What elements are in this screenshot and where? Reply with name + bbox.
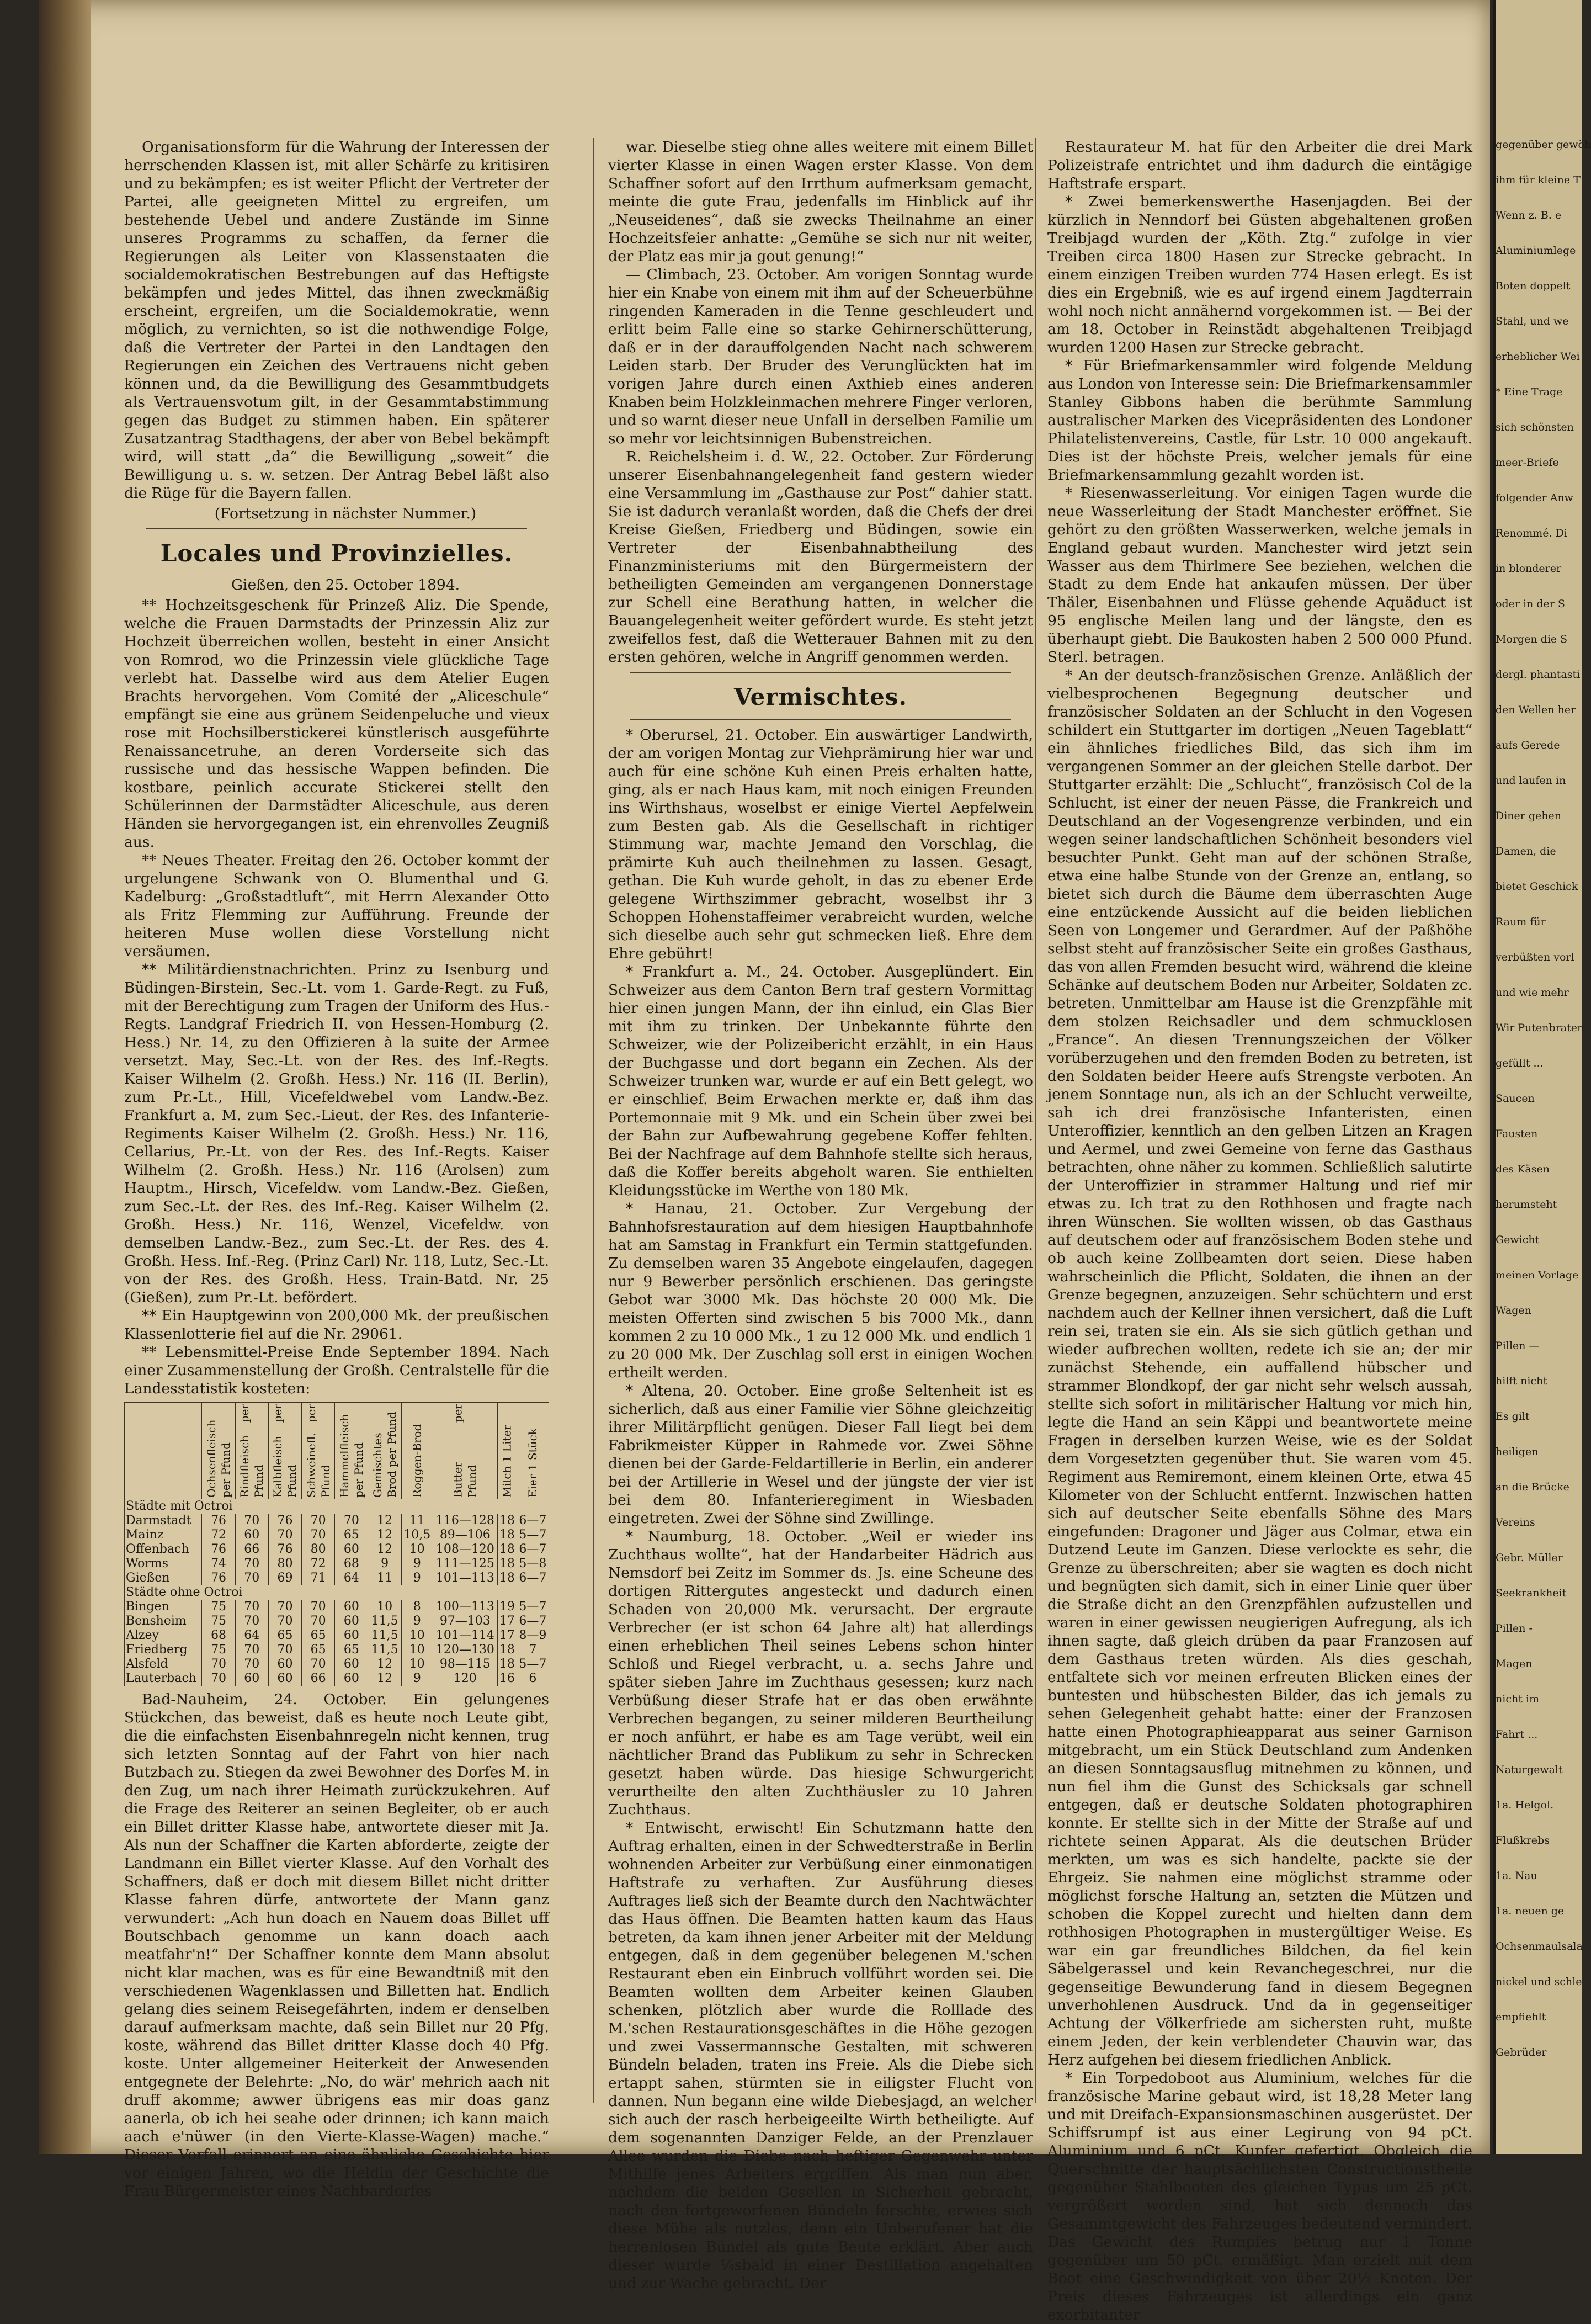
edge-fragment-line: an die Brücke	[1496, 1481, 1569, 1493]
edge-fragment-line: herumsteht	[1496, 1198, 1557, 1211]
table-value-cell: 70	[235, 1514, 268, 1528]
news-item: — Climbach, 23. October. Am vorigen Sonntag wurde hier ein Knabe von einem mit ihm auf der Scheuerbühne ringenden Kameraden in die Tenne geschleudert und erlitt beim Falle eine so starke Gehirnerschütterung, daß er in der darauffolgenden Nacht nach schwerem Leiden starb. Der Bruder des Verunglückten hat im vorigen Jahre durch einen Axthieb eines anderen Knaben beim Holzkleinmachen mehrere Finger verloren, und so warnt dieser neue Unfall in derselben Familie um so mehr vor leichtsinnigen Bubenstreichen.	[608, 266, 1033, 447]
news-item: ** Ein Hauptgewinn von 200,000 Mk. der preußischen Klassenlotterie fiel auf die Nr. 29061.	[124, 1307, 549, 1343]
table-value-cell: 11	[401, 1514, 433, 1528]
table-header: Rindfleisch per Pfund	[235, 1403, 268, 1499]
table-value-cell: 64	[235, 1628, 268, 1643]
table-value-cell: 60	[335, 1542, 368, 1557]
table-value-cell: 18	[497, 1557, 517, 1571]
table-city-cell: Friedberg	[125, 1643, 202, 1657]
table-value-cell: 72	[202, 1528, 235, 1542]
edge-fragment-line: den Wellen her	[1496, 704, 1576, 716]
edge-fragment-line: meer-Briefe	[1496, 457, 1559, 469]
news-item: * Hanau, 21. October. Zur Vergebung der Bahnhofsrestauration auf dem hiesigen Hauptbahnhofe hat am Samstag in Frankfurt ein Termin stattgefunden. Zu demselben waren 35 Angebote eingelaufen, dagegen nur 9 Bewerber persönlich erschienen. Das geringste Gebot war 3000 Mk. Das höchste 20 000 Mk. Die meisten Offerten sind zwischen 5 bis 7000 Mk., dann kommen 2 zu 10 000 Mk., 1 zu 12 000 Mk. und endlich 1 zu 20 000 Mk. Der Zuschlag soll erst in einigen Wochen ertheilt werden.	[608, 1200, 1033, 1381]
section-heading-locales: Locales und Provinzielles.	[160, 540, 513, 567]
table-value-cell: 60	[335, 1657, 368, 1672]
table-header: Eier 1 Stück	[517, 1403, 549, 1499]
table-value-cell: 11	[368, 1571, 401, 1585]
edge-fragment-line: Naturgewalt	[1496, 1764, 1563, 1776]
news-item: R. Reichelsheim i. d. W., 22. October. Zur Förderung unserer Eisenbahnangelegenheit fand gestern wieder eine Versammlung im „Gasthause zur Post“ dahier statt. Sie ist dadurch veranlaßt worden, daß die Chefs der drei Kreise Gießen, Friedberg und Büdingen, sowie ein Vertreter der Eisenbahnabtheilung des Finanzministeriums mit den Bürgermeistern der betheiligten Gemeinden am vergangenen Donnerstage zur Schell eine Berathung hatten, in welcher die Bauangelegenheit weiter gefördert wurde. Es steht jetzt zweifellos fest, daß die Wetterauer Bahnen mit zu den ersten gehören, welche in Angriff genommen werden.	[608, 448, 1033, 666]
table-row	[125, 1643, 549, 1657]
table-value-cell: 19	[497, 1600, 517, 1614]
table-value-cell: 70	[302, 1614, 335, 1628]
table-value-cell: 75	[202, 1643, 235, 1657]
divider	[630, 719, 1011, 720]
edge-fragment-line: empfiehlt	[1496, 2011, 1546, 2023]
table-value-cell: 6	[517, 1672, 549, 1686]
table-row	[125, 1557, 549, 1571]
table-value-cell: 11,5	[368, 1643, 401, 1657]
edge-fragment-line: Vereins	[1496, 1516, 1535, 1529]
news-item: ** Lebensmittel-Preise Ende September 1894. Nach einer Zusammenstellung der Großh. Centralstelle für die Landesstatistik kosteten:	[124, 1344, 549, 1397]
edge-fragment-line: Wagen	[1496, 1304, 1531, 1317]
table-city-cell: Lauterbach	[125, 1672, 202, 1686]
table-city-cell: Bensheim	[125, 1614, 202, 1628]
edge-fragment-line: gegenüber gewöh	[1496, 139, 1591, 151]
section-heading-vermischtes: Vermischtes.	[733, 683, 908, 710]
table-value-cell: 18	[497, 1643, 517, 1657]
table-header: Butter per Pfund	[433, 1403, 497, 1499]
table-value-cell: 6—7	[517, 1542, 549, 1557]
divider	[630, 672, 1011, 673]
table-value-cell: 65	[335, 1528, 368, 1542]
table-value-cell: 12	[368, 1672, 401, 1686]
edge-fragment-line: Magen	[1496, 1658, 1533, 1670]
table-value-cell: 65	[302, 1643, 335, 1657]
table-value-cell: 5—8	[517, 1557, 549, 1571]
table-value-cell: 120—130	[433, 1643, 497, 1657]
table-value-cell: 60	[235, 1672, 268, 1686]
table-value-cell: 70	[268, 1614, 301, 1628]
table-value-cell: 6—7	[517, 1614, 549, 1628]
edge-fragment-line: Renommé. Di	[1496, 527, 1567, 539]
column-rule	[1035, 138, 1036, 2103]
news-item: ** Militärdienstnachrichten. Prinz zu Isenburg und Büdingen-Birstein, Sec.-Lt. vom 1. Garde-Regt. zu Fuß, mit der Berechtigung zum Tragen der Uniform des Hus.-Regts. Landgraf Friedrich II. von Hessen-Homburg (2. Hess.) Nr. 14, zu den Offizieren à la suite der Armee versetzt. May, Sec.-Lt. von der Res. des Inf.-Regts. Kaiser Wilhelm (2. Großh. Hess.) Nr. 116 (II. Berlin), zum Pr.-Lt., Hill, Vicefeldwebel vom Landw.-Bez. Frankfurt a. M. zum Sec.-Lieut. der Res. des Infanterie-Regiments Kaiser Wilhelm (2. Großh. Hess.) Nr. 116, Cellarius, Pr.-Lt. von der Res. des Inf.-Regts. Kaiser Wilhelm (2. Großh. Hess.) Nr. 116 (Arolsen) zum Hauptm., Hirsch, Vicefeldw. vom Landw.-Bez. Gießen, zum Sec.-Lt. der Res. des Inf.-Reg. Kaiser Wilhelm (2. Großh. Hess.) Nr. 116, Wenzel, Vicefeldw. von demselben Landw.-Bez., zum Sec.-Lt. der Res. des 4. Großh. Hess. Inf.-Reg. (Prinz Carl) Nr. 118, Lutz, Sec.-Lt. von der Res. des Großh. Hess. Train-Batd. Nr. 25 (Gießen), zum Pr.-Lt. befördert.	[124, 961, 549, 1306]
edge-fragment-line: Fausten	[1496, 1128, 1538, 1140]
edge-fragment-line: Stahl, und we	[1496, 315, 1569, 327]
table-row	[125, 1542, 549, 1557]
table-value-cell: 76	[268, 1514, 301, 1528]
table-city-cell: Offenbach	[125, 1542, 202, 1557]
table-value-cell: 60	[268, 1672, 301, 1686]
table-value-cell: 65	[302, 1628, 335, 1643]
edge-fragment-line: nicht im	[1496, 1693, 1539, 1705]
table-value-cell: 12	[368, 1528, 401, 1542]
news-item: * Altena, 20. October. Eine große Seltenheit ist es sicherlich, daß aus einer Familie vier Söhne gleichzeitig ihrer Militärpflicht genügen. Dieser Fall liegt bei dem Fabrikmeister Küpper in Rahmede vor. Zwei Söhne dienen bei der Garde-Feldartillerie in Berlin, ein anderer bei der Artillerie in Wesel und der jüngste der vier ist bei dem 80. Infanterieregiment in Wiesbaden eingetreten. Zwei der Söhne sind Zwillinge.	[608, 1382, 1033, 1527]
table-value-cell: 18	[497, 1528, 517, 1542]
table-city-cell: Alzey	[125, 1628, 202, 1643]
table-value-cell: 64	[335, 1571, 368, 1585]
table-value-cell: 60	[335, 1672, 368, 1686]
news-item: ** Hochzeitsgeschenk für Prinzeß Aliz. Die Spende, welche die Frauen Darmstadts der Prinzessin Aliz zur Hochzeit überreichen wollen, besteht in einer Ansicht von Romrod, wo die Prinzessin viele glückliche Tage verlebt hat. Dasselbe wird aus dem Atelier Eugen Brachts hervorgehen. Vom Comité der „Aliceschule“ empfängt sie eine aus grünem Seidenpeluche und vieux rose mit Hochsilberstickerei künstlerisch ausgeführte Renaissancetruhe, an deren Vorderseite sich das russische und das hessische Wappen befinden. Die kostbare, peinlich accurate Stickerei stellt den Schülerinnen der Darmstädter Aliceschule, aus deren Händen sie hervorgegangen ist, ein ehrenvolles Zeugniß aus.	[124, 597, 549, 851]
table-value-cell: 69	[268, 1571, 301, 1585]
table-header: Ochsenfleisch per Pfund	[202, 1403, 235, 1499]
table-corner	[125, 1403, 202, 1499]
dateline: Gießen, den 25. October 1894.	[231, 576, 460, 593]
table-value-cell: 17	[497, 1628, 517, 1643]
edge-fragment-line: nickel und schle	[1496, 1976, 1582, 1988]
table-value-cell: 76	[268, 1542, 301, 1557]
continuation-note: (Fortsetzung in nächster Nummer.)	[214, 505, 477, 522]
table-value-cell: 60	[235, 1528, 268, 1542]
table-value-cell: 68	[335, 1557, 368, 1571]
edge-fragment-line: und wie mehr	[1496, 986, 1569, 999]
table-value-cell: 70	[268, 1600, 301, 1614]
table-value-cell: 6—7	[517, 1514, 549, 1528]
table-value-cell: 18	[497, 1542, 517, 1557]
table-city-cell: Gießen	[125, 1571, 202, 1585]
table-value-cell: 70	[302, 1657, 335, 1672]
table-value-cell: 70	[268, 1643, 301, 1657]
table-value-cell: 75	[202, 1614, 235, 1628]
table-header: Milch 1 Liter	[497, 1403, 517, 1499]
table-value-cell: 8—9	[517, 1628, 549, 1643]
edge-fragment-line: heiligen	[1496, 1446, 1539, 1458]
table-row	[125, 1657, 549, 1672]
table-value-cell: 12	[368, 1657, 401, 1672]
table-value-cell: 70	[302, 1600, 335, 1614]
table-value-cell: 18	[497, 1657, 517, 1672]
table-value-cell: 70	[335, 1514, 368, 1528]
news-item: * Ein Torpedoboot aus Aluminium, welches für die französische Marine gebaut wird, ist 18,28 Meter lang und mit Dreifach-Expansionsmaschinen ausgerüstet. Der Schiffsrumpf ist aus einer Legirung von 94 pCt. Aluminium und 6 pCt. Kupfer gefertigt. Obgleich die Querschnitte der hauptsächlichsten Constructionstheile gegenüber Stahlbooten des gleichen Typus um 25 pCt. vergrößert worden sind, hat sich dennoch das Gesammtgewicht des Fahrzeuges bedeutend vermindert. Das Gewicht des Rumpfes betrug nur 1 Tonne gegenüber um 50 pCt. ermäßigt. Man erzielt mit dem Boot eine Geschwindigkeit von über 20½ Knoten. Der Preis dieses Fahrzeuges ist allerdings ein ganz exorbitanter	[1047, 2070, 1472, 2323]
table-row	[125, 1628, 549, 1643]
table-value-cell: 68	[202, 1628, 235, 1643]
table-value-cell: 10	[401, 1657, 433, 1672]
table-header: Roggen-Brod	[401, 1403, 433, 1499]
table-value-cell: 70	[302, 1528, 335, 1542]
edge-fragment-line: hilft nicht	[1496, 1375, 1547, 1387]
edge-fragment-line: Seekrankheit	[1496, 1587, 1567, 1599]
edge-fragment-line: bietet Geschick	[1496, 880, 1578, 893]
column-1	[124, 138, 549, 2200]
edge-fragment-line: ihm für kleine T	[1496, 174, 1581, 186]
edge-fragment-line: erheblicher Wei	[1496, 351, 1580, 363]
table-value-cell: 98—115	[433, 1657, 497, 1672]
edge-fragment-line: Pillen —	[1496, 1340, 1540, 1352]
table-value-cell: 101—114	[433, 1628, 497, 1643]
table-value-cell: 10	[401, 1628, 433, 1643]
table-value-cell: 70	[202, 1657, 235, 1672]
table-value-cell: 60	[335, 1614, 368, 1628]
article-text: war. Dieselbe stieg ohne alles weitere mit einem Billet vierter Klasse in einen Wagen erster Klasse. Von dem Schaffner sofort auf den Irrthum aufmerksam gemacht, meinte die gute Frau, jedenfalls im Hinblick auf ihr „Neuseidenes“, daß sie zwecks Theilnahme an einer Hochzeitsfeier anhatte: „Gemühe se sich nur nit weiter, der Platz eas mir ja gout genung!“	[608, 139, 1033, 265]
table-value-cell: 89—106	[433, 1528, 497, 1542]
table-row	[125, 1528, 549, 1542]
table-value-cell: 70	[202, 1672, 235, 1686]
edge-fragment-line: Gebrüder	[1496, 2046, 1547, 2058]
edge-fragment-line: Pillen -	[1496, 1622, 1533, 1635]
table-value-cell: 108—120	[433, 1542, 497, 1557]
news-item: * Zwei bemerkenswerthe Hasenjagden. Bei der kürzlich in Nenndorf bei Güsten abgehaltenen großen Treibjagd wurden der „Köth. Ztg.“ zufolge in vier Treiben circa 1800 Hasen zur Strecke gebracht. In einem einzigen Treiben wurden 774 Hasen erlegt. Es ist dies ein Ergebniß, wie es auf irgend einem Jagdterrain wohl noch nicht annähernd vorgekommen ist. — Bei der am 18. October in Reinstädt abgehaltenen Treibjagd wurden 1200 Hasen zur Strecke gebracht.	[1047, 193, 1472, 356]
news-item: * An der deutsch-französischen Grenze. Anläßlich der vielbesprochenen Begegnung deutscher und französischer Soldaten an der Schlucht in den Vogesen schildert ein Stuttgarter im dortigen „Neuen Tageblatt“ ein ähnliches friedliches Bild, das sich ihm im vergangenen Sommer an der gleichen Stelle darbot. Der Stuttgarter erzählt: Die „Schlucht“, französisch Col de la Schlucht, ist einer der neuen Pässe, die Frankreich und Deutschland an der Vogesengrenze verbinden, und ein wegen seiner landschaftlichen Schönheit besonders viel besuchter Punkt. Geht man auf der schönen Straße, etwa eine halbe Stunde von der Grenze an, entlang, so bietet sich durch die Bäume dem überraschten Auge eine entzückende Aussicht auf die beiden lieblichen Seen von Longemer und Gerardmer. Auf der Paßhöhe selbst steht auf französischer Seite ein großes Gasthaus, das von allen Fremden besucht wird, während die kleine Schänke auf deutschem Boden nur Arbeiter, Soldaten zc. betreten. Unmittelbar am Hause ist die Grenzpfähle mit dem stolzen Reichsadler und dem schmucklosen „France“. An diesen Trennungszeichen der Völker vorüberzugehen und den fremden Boden zu betreten, ist den Soldaten beider Heere aufs Strengste verboten. An jenem Sonntage nun, als ich an der Schlucht verweilte, sah ich drei französische Infanteristen, einen Unteroffizier, kenntlich an den gelben Litzen an Kragen und Aermel, und zwei Gemeine von ferne das Gasthaus betrachten, ohne näher zu kommen. Schließlich salutirte der Unteroffizier in strammer Haltung und rief mir etwas zu. Ich trat zu den Rothhosen und fragte nach ihren Wünschen. Sie wollten wissen, ob das Gasthaus auf deutschem oder auf französischem Boden stehe und ob auch keine Zollbeamten dort seien. Diese haben wahrscheinlich die Pflicht, Soldaten, die ihnen an der Grenze begegnen, anzuzeigen. Sehr schüchtern und erst nachdem auch der Kellner ihnen versichert, daß die Luft rein sei, traten sie ein. Als sie sich gütlich gethan und wieder aufbrechen wollten, redete ich sie an; der mir zunächst Stehende, ein auffallend hübscher und strammer Blondkopf, der gar nicht sehr welsch aussah, stellte sich sofort in militärischer Haltung vor mich hin, legte die Hand an sein Käppi und beantwortete meine Fragen in derselben kurzen Weise, wie es der Soldat dem Vorgesetzten gegenüber thut. Sie waren vom 45. Regiment aus Remiremont, einem kleinen Orte, etwa 45 Kilometer von der Schlucht entfernt. Inzwischen hatten sich auf deutscher Seite ebenfalls Söhne des Mars eingefunden: Dragoner und Jäger aus Colmar, etwa ein Dutzend Leute im Ganzen. Diese verlockte es sehr, die Grenze zu überschreiten; aber sie wagten es doch nicht und begnügten sich damit, sich in einer Linie quer über die Straße dicht an den Grenzpfählen aufzustellen und waren in einer gewissen neugierigen Aufregung, als ich ihnen sagte, daß gleich drüben da paar Franzosen auf dem Gasthaus treten würden. Als dies geschah, entfaltete sich vor meinen erfreuten Blicken eines der buntesten und hübschesten Bilder, das ich jemals zu sehen Gelegenheit gehabt hatte: einer der Franzosen hatte einen Photographieapparat aus seiner Garnison mitgebracht, um ein Stück Deutschland zum Andenken an diesen Sonntagsausflug mitnehmen zu können, und nun fiel ihm die Gunst des Schicksals gar schnell entgegen, daß er deutsche Soldaten photographiren konnte. Er stellte sich in der Mitte der Straße auf und richtete seinen Apparat. Als die deutschen Brüder merkten, um was es sich handelte, packte sie der Ehrgeiz. Sie nahmen eine möglichst stramme oder möglichst forsche Haltung an, setzten die Mützen und schoben die Koppel zurecht und hielten dann dem rothhosigen Photographen in mustergültiger Weise. Es war ein gar freundliches Bildchen, da fiel kein Säbelgerassel und kein Revanchegeschrei, nur die gegenseitige Bewunderung fand in diesem Begegnen unverhohlenen Ausdruck. Und da in gegenseitiger Achtung der Völkerfriede am sichersten ruht, mußte einem Jeden, der kein verblendeter Chauvin war, das Herz aufgehen bei diesem friedlichen Anblick.	[1047, 667, 1472, 2068]
table-city-cell: Alsfeld	[125, 1657, 202, 1672]
table-value-cell: 9	[401, 1571, 433, 1585]
column-2	[608, 138, 1033, 2293]
edge-fragment-line: und laufen in	[1496, 774, 1566, 787]
table-header: Hammelfleisch per Pfund	[335, 1403, 368, 1499]
table-value-cell: 60	[268, 1657, 301, 1672]
book-spine	[39, 0, 91, 2154]
edge-fragment-line: Gewicht	[1496, 1234, 1540, 1246]
table-value-cell: 76	[202, 1542, 235, 1557]
column-3	[1047, 138, 1472, 2324]
edge-fragment-line: Fahrt ...	[1496, 1728, 1538, 1741]
table-value-cell: 97—103	[433, 1614, 497, 1628]
edge-fragment-line: oder in der S	[1496, 598, 1565, 610]
table-value-cell: 11,5	[368, 1628, 401, 1643]
edge-fragment-line: Boten doppelt	[1496, 280, 1571, 292]
table-value-cell: 60	[335, 1628, 368, 1643]
edge-fragment-line: Aluminiumlege	[1496, 245, 1576, 257]
table-value-cell: 70	[235, 1614, 268, 1628]
edge-fragment-line: Wir Putenbraten	[1496, 1022, 1584, 1034]
table-group-label: Städte ohne Octroi	[125, 1585, 549, 1600]
table-value-cell: 70	[302, 1514, 335, 1528]
table-value-cell: 100—113	[433, 1600, 497, 1614]
table-value-cell: 10	[401, 1542, 433, 1557]
table-value-cell: 9	[368, 1557, 401, 1571]
table-value-cell: 66	[235, 1542, 268, 1557]
table-value-cell: 5—7	[517, 1600, 549, 1614]
table-value-cell: 17	[497, 1614, 517, 1628]
table-value-cell: 120	[433, 1672, 497, 1686]
table-value-cell: 76	[202, 1571, 235, 1585]
news-item: * Für Briefmarkensammler wird folgende Meldung aus London von Interesse sein: Die Briefmarkensammler Stanley Gibbons haben die berühmte Sammlung australischer Marken des Vicepräsidenten des Londoner Philatelistenvereins, Castle, für Lstr. 10 000 angekauft. Dies ist der höchste Preis, welcher jemals für eine Briefmarkensammlung gezahlt worden ist.	[1047, 357, 1472, 484]
edge-fragment-line: sich schönsten	[1496, 421, 1574, 433]
table-value-cell: 5—7	[517, 1528, 549, 1542]
table-row	[125, 1600, 549, 1614]
news-item: Restaurateur M. hat für den Arbeiter die drei Mark Polizeistrafe entrichtet und ihm dadurch die eintägige Haftstrafe erspart.	[1047, 139, 1472, 192]
news-item: * Oberursel, 21. October. Ein auswärtiger Landwirth, der am vorigen Montag zur Viehprämirung hier war und auch für eine schöne Kuh einen Preis erhalten hatte, ging, als er nach Haus kam, mit noch einigen Freunden ins Wirthshaus, woselbst er einige Viertel Aepfelwein zum Besten gab. Als die Gesellschaft in richtiger Stimmung war, machte Jemand den Vorschlag, die prämirte Kuh auch theilnehmen zu lassen. Gesagt, gethan. Die Kuh wurde geholt, in das zu ebener Erde gelegene Wirthszimmer gebracht, woselbst ihr 3 Schoppen Hohenstaffeimer verabreicht wurden, welche sich dieselbe auch sehr gut schmecken ließ. Ehre dem Ehre gebührt!	[608, 726, 1033, 962]
edge-fragment-line: des Käsen	[1496, 1163, 1550, 1175]
table-value-cell: 11,5	[368, 1614, 401, 1628]
table-value-cell: 10,5	[401, 1528, 433, 1542]
table-value-cell: 65	[335, 1643, 368, 1657]
table-value-cell: 7	[517, 1643, 549, 1657]
table-city-cell: Mainz	[125, 1528, 202, 1542]
edge-fragment-line: aufs Gerede	[1496, 739, 1560, 751]
table-value-cell: 60	[335, 1600, 368, 1614]
edge-fragment-line: meinen Vorlage	[1496, 1269, 1579, 1281]
food-price-table	[124, 1402, 549, 1686]
table-value-cell: 9	[401, 1557, 433, 1571]
table-header: Schweinefl. per Pfund	[302, 1403, 335, 1499]
edge-fragment-line: Morgen die S	[1496, 633, 1568, 645]
table-value-cell: 101—113	[433, 1571, 497, 1585]
edge-fragment-line: gefüllt ...	[1496, 1057, 1544, 1069]
table-value-cell: 12	[368, 1514, 401, 1528]
table-value-cell: 10	[368, 1600, 401, 1614]
edge-fragment-line: 1a. Nau	[1496, 1870, 1537, 1882]
table-value-cell: 10	[401, 1643, 433, 1657]
edge-fragment-line: * Eine Trage	[1496, 386, 1563, 398]
table-value-cell: 8	[401, 1600, 433, 1614]
table-value-cell: 111—125	[433, 1557, 497, 1571]
edge-fragment-line: Wenn z. B. e	[1496, 209, 1562, 221]
edge-fragment-line: verbüßten vorl	[1496, 951, 1574, 963]
table-value-cell: 70	[235, 1571, 268, 1585]
news-item: * Naumburg, 18. October. „Weil er wieder ins Zuchthaus wollte“, hat der Handarbeiter Hädrich aus Nemsdorf bei Zeitz im Sommer ds. Js. eine Scheune des dortigen Rittergutes angesteckt und dadurch einen Schaden von 20,000 Mk. verursacht. Der ergraute Verbrecher (er ist schon 64 Jahre alt) hat allerdings einen erheblichen Theil seines Lebens schon hinter Schloß und Riegel verbracht, u. a. sechs Jahre und später sieben Jahre im Zuchthaus gesessen; kurz nach Verbüßung dieser Strafe hat er das oben erwähnte Verbrechen begangen, zu seiner milderen Beurtheilung er noch anführt, er habe es am Tage verübt, weil ein nächtlicher Brand das Publikum zu sehr in Schrecken gesetzt haben würde. Das hiesige Schwurgericht verurtheilte den alten Zuchthäusler zu 10 Jahren Zuchthaus.	[608, 1528, 1033, 1818]
table-value-cell: 75	[202, 1600, 235, 1614]
table-value-cell: 74	[202, 1557, 235, 1571]
table-value-cell: 72	[302, 1557, 335, 1571]
newspaper-page	[39, 0, 1490, 2323]
article-text: Organisationsform für die Wahrung der Interessen der herrschenden Klassen ist, mit aller Schärfe zu kritisiren und zu bekämpfen; es ist weiter Pflicht der Vertreter der Partei, alle geeigneten Mittel zu ergreifen, um bestehende Uebel und andere Zustände im Sinne unseres Programms zu schaffen, da ferner die Regierungen als Leiter von Klassenstaaten die socialdemokratischen Bestrebungen auf das Heftigste bekämpfen und jedes Mittel, das ihnen zweckmäßig erscheint, ergreifen, um die Socialdemokratie, wenn möglich, zu vernichten, so ist die nothwendige Folge, daß die Vertreter der Partei in den Landtagen den Regierungen ein Zeichen des Vertrauens nicht geben können und, da die Bewilligung des Gesammtbudgets als Vertrauensvotum gilt, in der Gesammtabstimmung gegen das Budget zu stimmen haben. Ein späterer Zusatzantrag Stadthagens, der aber von Bebel bekämpft wird, will statt „da“ die Bewilligung „soweit“ die Bewilligung u. s. w. setzen. Der Antrag Bebel läßt also die Rüge für die Bayern fallen.	[124, 139, 549, 502]
divider	[146, 528, 527, 529]
table-value-cell: 80	[302, 1542, 335, 1557]
edge-fragment-line: Flußkrebs	[1496, 1834, 1550, 1847]
edge-fragment-line: 1a. Helgol.	[1496, 1799, 1554, 1811]
table-value-cell: 116—128	[433, 1514, 497, 1528]
table-row	[125, 1571, 549, 1585]
table-city-cell: Darmstadt	[125, 1514, 202, 1528]
edge-fragment-line: Ochsenmaulsala	[1496, 1940, 1583, 1952]
news-item: * Frankfurt a. M., 24. October. Ausgeplündert. Ein Schweizer aus dem Canton Bern traf gestern Vormittag hier einen jungen Mann, der ihn einlud, ein Glas Bier mit ihm zu trinken. Der Unbekannte führte den Schweizer, wie der Polizeibericht erzählt, in ein Haus der Buchgasse und dort begann ein Zechen. Als der Schweizer trunken war, wurde er auf ein Bett gelegt, wo er einschlief. Beim Erwachen merkte er, daß ihm das Portemonnaie mit 9 Mk. und ein Schein über zwei bei der Bahn zur Aufbewahrung gegebene Koffer fehlten. Bei der Nachfrage auf dem Bahnhofe stellte sich heraus, daß die Koffer bereits abgeholt waren. Sie enthielten Kleidungsstücke im Werthe von 180 Mk.	[608, 963, 1033, 1199]
table-value-cell: 16	[497, 1672, 517, 1686]
table-row	[125, 1514, 549, 1528]
table-value-cell: 66	[302, 1672, 335, 1686]
table-value-cell: 80	[268, 1557, 301, 1571]
edge-fragment-line: Damen, die	[1496, 845, 1556, 857]
table-value-cell: 18	[497, 1514, 517, 1528]
table-row	[125, 1614, 549, 1628]
news-item: Bad-Nauheim, 24. October. Ein gelungenes Stückchen, das beweist, daß es heute noch Leute gibt, die die einfachsten Eisenbahnregeln nicht kennen, trug sich letzten Sonntag auf der Fahrt von hier nach Butzbach zu. Stiegen da zwei Bewohner des Dorfes M. in den Zug, um nach ihrer Heimath zurückzukehren. Auf die Frage des Reiterer an seinen Begleiter, ob er auch ein Billet dritter Klasse habe, antwortete dieser mit Ja. Als nun der Schaffner die Karten abforderte, zeigte der Landmann ein Billet vierter Klasse. Auf den Vorhalt des Schaffners, daß er doch mit diesem Billet nicht dritter Klasse fahren dürfe, antwortete der Mann ganz verwundert: „Ach hun doach en Nauem doas Billet uff Boutschbach genomme un kann doach aach meatfahr'n!“ Der Schaffner konnte dem Mann absolut nicht klar machen, was es für eine Bewandtniß mit den verschiedenen Wagenklassen und Billetten hat. Endlich gelang dies seinem Reisegefährten, indem er denselben darauf aufmerksam machte, daß sein Billet nur 20 Pfg. koste, während das Billet dritter Klasse doch 40 Pfg. koste. Unter allgemeiner Heiterkeit der Anwesenden entgegnete der Belehrte: „No, do wär' mehrich aach nit druff akomme; awwer übrigens eas mir doas ganz aanerla, ob ich hei seahe oder drinnen; ich kann maich aach e'nüwer (in den Vierte-Klasse-Wagen) mache.“ Dieser Vorfall erinnert an eine ähnliche Geschichte hier vor einigen Jahren, wo die Heldin der Geschichte die Frau Bürgermeister eines Nachbardorfes	[124, 1691, 549, 2200]
table-city-cell: Bingen	[125, 1600, 202, 1614]
edge-fragment-line: Saucen	[1496, 1092, 1535, 1105]
column-rule	[593, 138, 594, 2103]
table-value-cell: 9	[401, 1672, 433, 1686]
table-header: Kalbfleisch per Pfund	[268, 1403, 301, 1499]
table-value-cell: 70	[235, 1557, 268, 1571]
table-value-cell: 18	[497, 1571, 517, 1585]
table-value-cell: 70	[268, 1528, 301, 1542]
edge-fragment-line: Diner gehen	[1496, 810, 1562, 822]
edge-fragment-line: in blonderer	[1496, 563, 1562, 575]
table-value-cell: 71	[302, 1571, 335, 1585]
news-item: * Riesenwasserleitung. Vor einigen Tagen wurde die neue Wasserleitung der Stadt Manchester eröffnet. Sie gehört zu den größten Wasserwerken, welche jemals in England gebaut wurden. Manchester wird jetzt sein Wasser aus dem Thirlmere See beziehen, welchen die Stadt zu dem Ende hat ankaufen müssen. Der über Thäler, Eisenbahnen und Flüsse gehende Aquäduct ist 95 englische Meilen lang und der längste, den es überhaupt giebt. Die Baukosten haben 2 500 000 Pfund. Sterl. betragen.	[1047, 485, 1472, 666]
table-row	[125, 1672, 549, 1686]
edge-fragment-line: Raum für	[1496, 916, 1546, 928]
news-item: ** Neues Theater. Freitag den 26. October kommt der urgelungene Schwank von O. Blumenthal und G. Kadelburg: „Großstadtluft“, mit Herrn Alexander Otto als Fritz Flemming zur Aufführung. Freunde der heiteren Muse wollen diese Vorstellung nicht versäumen.	[124, 852, 549, 960]
table-value-cell: 70	[235, 1643, 268, 1657]
table-value-cell: 70	[235, 1600, 268, 1614]
table-value-cell: 76	[202, 1514, 235, 1528]
table-value-cell: 65	[268, 1628, 301, 1643]
edge-fragment-line: Es gilt	[1496, 1410, 1530, 1423]
edge-fragment-line: 1a. neuen ge	[1496, 1905, 1565, 1917]
edge-fragment-line: Gebr. Müller	[1496, 1552, 1563, 1564]
table-header: Gemischtes Brod per Pfund	[368, 1403, 401, 1499]
news-item: * Entwischt, erwischt! Ein Schutzmann hatte den Auftrag erhalten, einen in der Schwedterstraße in Berlin wohnenden Arbeiter zur Verbüßung einer einmonatigen Haftstrafe zu verhaften. Zur Ausführung dieses Auftrages ließ sich der Beamte durch den Nachtwächter das Haus öffnen. Die Beamten hatten kaum das Haus betreten, da kam ihnen jener Arbeiter mit der Meldung entgegen, daß in dem gegenüber belegenen M.'schen Restaurant eben ein Einbruch vollführt worden sei. Die Beamten wollten dem Arbeiter keinen Glauben schenken, plötzlich aber wurde die Rolllade des M.'schen Restaurationsgeschäftes in die Höhe gezogen und zwei Vassermannsche Gestalten, mit schweren Bündeln beladen, traten ins Freie. Als die Diebe sich ertappt sahen, stürmten sie in eiligster Flucht von dannen. Nun begann eine wilde Diebesjagd, an welcher sich auch der rasch herbeigeeilte Wirth betheiligte. Auf dem sogenannten Danziger Felde, an der Prenzlauer Allee wurden die Diebe nach heftiger Gegenwehr unter Mithilfe jenes Arbeiters ergriffen. Als man nun aber, nachdem die beiden Gesellen in Sicherheit gebracht, nach den fortgeworfenen Bündeln forschte, erwies sich diese Mühe als nutzlos, denn ein Unberufener hat die herrenlosen Bündel als gute Beute erklärt. Aber auch dieser wurde ¼sbald in einer Destillation angehalten und zur Wache gebracht. Der	[608, 1819, 1033, 2292]
edge-fragment-line: dergl. phantasti	[1496, 668, 1581, 681]
edge-fragment-line: folgender Anw	[1496, 492, 1573, 504]
table-value-cell: 6—7	[517, 1571, 549, 1585]
table-value-cell: 5—7	[517, 1657, 549, 1672]
table-group-label: Städte mit Octroi	[125, 1499, 549, 1514]
table-value-cell: 70	[235, 1657, 268, 1672]
table-value-cell: 9	[401, 1614, 433, 1628]
table-value-cell: 12	[368, 1542, 401, 1557]
table-city-cell: Worms	[125, 1557, 202, 1571]
